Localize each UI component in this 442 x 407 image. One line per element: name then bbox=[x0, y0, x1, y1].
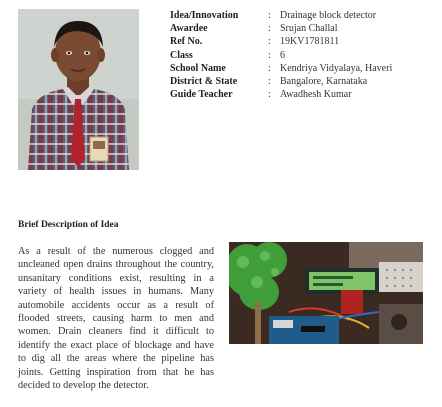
section-heading: Brief Description of Idea bbox=[18, 220, 119, 230]
detail-separator: : bbox=[268, 76, 271, 88]
detail-value: Awadhesh Kumar bbox=[280, 89, 352, 101]
awardee-portrait-image bbox=[18, 9, 139, 170]
detail-label: District & State bbox=[170, 76, 238, 88]
detail-value: Drainage block detector bbox=[280, 10, 377, 21]
detail-label: Ref No. bbox=[170, 36, 203, 48]
detail-row-school bbox=[170, 62, 436, 75]
project-photo bbox=[229, 242, 423, 344]
detail-label: Idea/Innovation bbox=[170, 10, 239, 21]
detail-separator: : bbox=[268, 10, 271, 21]
detail-row-idea bbox=[170, 9, 436, 22]
idea-description: As a result of the numerous clogged and uncleaned open drains throughout the country, unsanitary conditions exist, resulting in a variety of health issues in humans. Many automobile accidents occur as a result of flooded streets, causing harm to men and women. Drain cleaners find it difficult to identify the exact place of blockage and have to dig all the areas where the pipeline has joints. Getting inspiration from that he has decided to develop the detector. bbox=[18, 246, 214, 392]
detail-value: 6 bbox=[280, 49, 285, 61]
awardee-photo bbox=[18, 9, 139, 170]
detail-separator: : bbox=[268, 49, 271, 61]
drainage-detector-prototype-image bbox=[229, 242, 423, 344]
detail-label: Guide Teacher bbox=[170, 89, 233, 101]
detail-label: Class bbox=[170, 49, 193, 61]
detail-label: Awardee bbox=[170, 23, 208, 35]
detail-separator: : bbox=[268, 89, 271, 101]
detail-value: 19KV1781811 bbox=[280, 36, 340, 48]
awardee-details-table bbox=[170, 9, 436, 101]
detail-value: Bangalore, Karnataka bbox=[280, 76, 368, 88]
detail-row-awardee bbox=[170, 22, 436, 35]
detail-separator: : bbox=[268, 36, 271, 48]
detail-label: School Name bbox=[170, 62, 226, 74]
detail-separator: : bbox=[268, 23, 271, 35]
detail-separator: : bbox=[268, 62, 271, 74]
detail-row-class bbox=[170, 49, 436, 62]
detail-row-guide-teacher bbox=[170, 88, 436, 101]
detail-row-district-state bbox=[170, 75, 436, 88]
detail-row-ref-no bbox=[170, 35, 436, 48]
detail-value: Kendriya Vidyalaya, Haveri bbox=[280, 62, 393, 74]
detail-value: Srujan Challal bbox=[280, 23, 338, 35]
